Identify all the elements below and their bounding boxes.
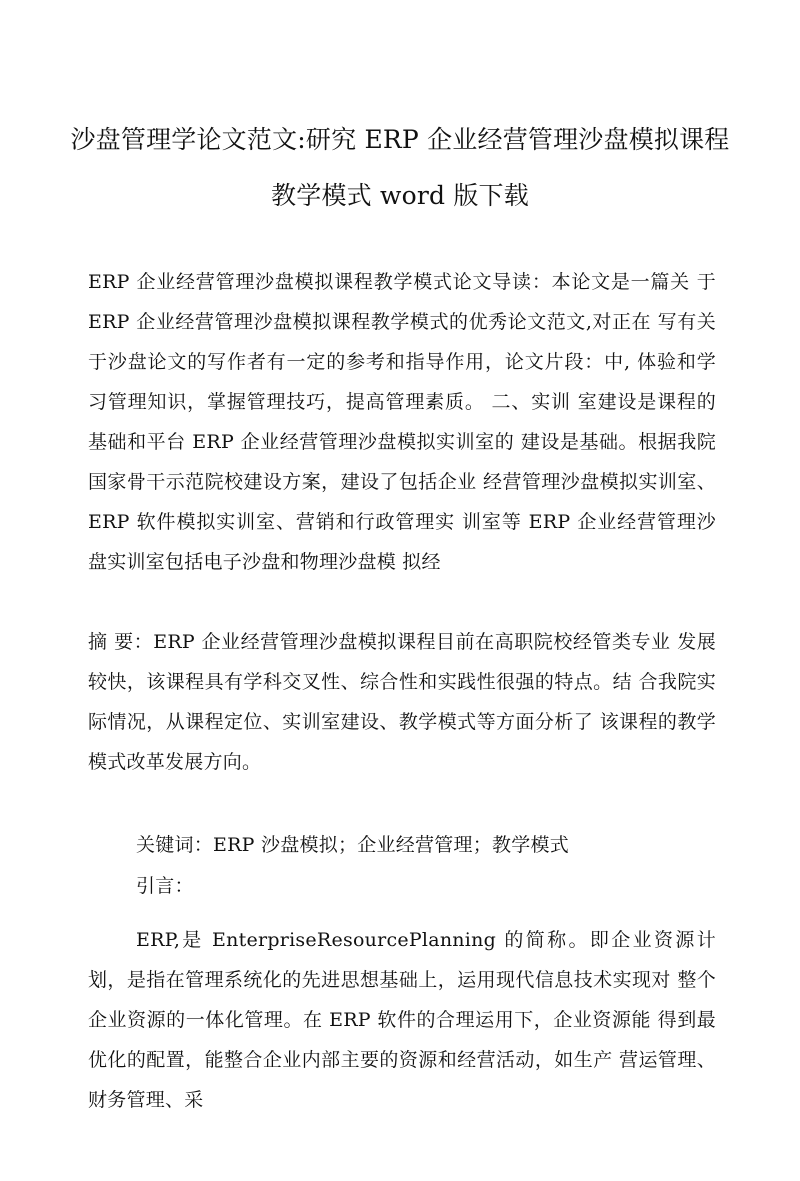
abstract-paragraph: 摘 要：ERP 企业经营管理沙盘模拟课程目前在高职院校经管类专业 发展较快，该课程具有学科交叉性、综合性和实践性很强的特点。结 合我院实际情况，从课程定位、实训室建设、教学模式等方面分析了 该课程的教学模式改革发展方向。 — [88, 631, 716, 773]
document-title: 沙盘管理学论文范文:研究 ERP 企业经营管理沙盘模拟课程教学模式 word 版下载 — [70, 125, 730, 210]
intro-heading: 引言： — [136, 875, 194, 897]
lead-paragraph: ERP 企业经营管理沙盘模拟课程教学模式论文导读：本论文是一篇关 于 ERP 企业经营管理沙盘模拟课程教学模式的优秀论文范文,对正在 写有关于沙盘论文的写作者有一定的参考和指导作用，论文片段：中, 体验和学习管理知识，掌握管理技巧，提高管理素质。 二、实训 室建设是课程的基础和平台 ERP 企业经营管理沙盘模拟实训室的 建设是基础。根据我院国家骨干示范院校建设方案，建设了包括企业 经营管理沙盘模拟实训室、ERP 软件模拟实训室、营销和行政管理实 训室等 ERP 企业经营管理沙盘实训室包括电子沙盘和物理沙盘模 拟经 — [88, 271, 716, 573]
keywords-line: 关键词：ERP 沙盘模拟；企业经营管理；教学模式 — [136, 834, 570, 856]
intro-paragraph: ERP,是 EnterpriseResourcePlanning 的简称。即企业资源计 划，是指在管理系统化的先进思想基础上，运用现代信息技术实现对 整个企业资源的一体化管理。在 ERP 软件的合理运用下，企业资源能 得到最优化的配置，能整合企业内部主要的资源和经营活动，如生产 营运管理、财务管理、采 — [88, 929, 716, 1111]
